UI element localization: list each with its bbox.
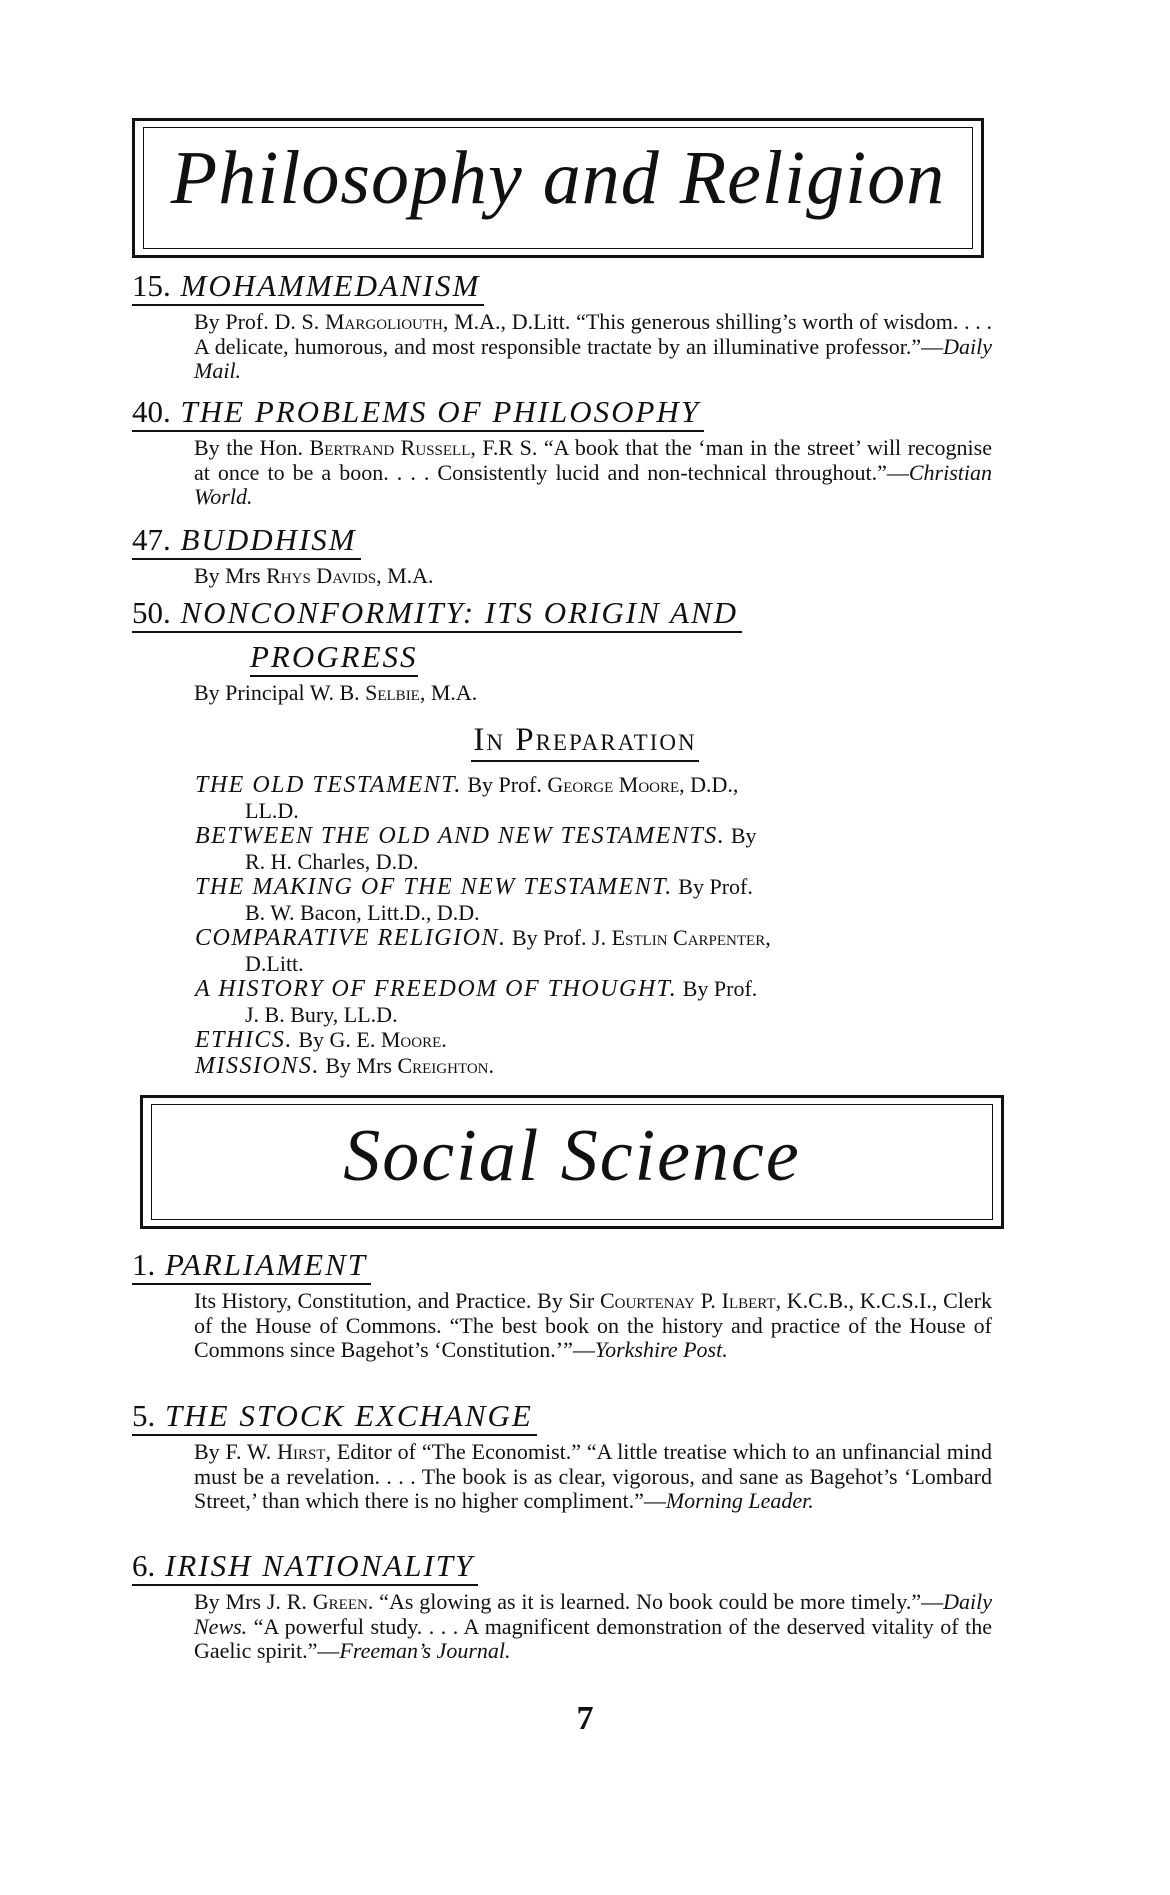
description-text: By Principal W. B. (194, 680, 366, 705)
description-text: By the Hon. (194, 435, 310, 460)
entry-description (194, 564, 992, 589)
entry-heading (132, 1247, 371, 1285)
preparation-author: George Moore (547, 772, 680, 797)
entry-description (194, 1289, 992, 1363)
description-text: By Mrs (194, 563, 267, 588)
in-preparation-label: In Preparation (471, 720, 698, 762)
preparation-author: Estlin Carpenter (611, 925, 766, 950)
entry-heading (132, 1398, 537, 1436)
entry-heading (132, 595, 742, 633)
preparation-by: By G. E. (298, 1027, 381, 1052)
review-source: Christian World. (194, 459, 992, 509)
preparation-title: A HISTORY OF FREEDOM OF THOUGHT. (195, 976, 678, 1002)
entry-number: 40. (132, 394, 171, 429)
entry-heading (132, 394, 704, 432)
author-name: Bertrand Russell (309, 435, 471, 460)
entry-number: 47. (132, 522, 171, 557)
entry-title: MOHAMMEDANISM (180, 268, 481, 303)
section-header-philosophy-religion (132, 118, 984, 258)
section-title: Social Science (343, 1115, 801, 1197)
entry-title: IRISH NATIONALITY (165, 1548, 475, 1583)
preparation-title: THE OLD TESTAMENT. (195, 772, 462, 798)
catalogue-entry (132, 522, 992, 589)
description-text: , M.A. (419, 680, 478, 705)
preparation-author-line: J. B. Bury, LL.D. (245, 1002, 398, 1027)
catalogue-entry (132, 1398, 992, 1514)
description-text: , M.A. (376, 563, 434, 588)
entry-title: PARLIAMENT (165, 1247, 367, 1282)
entry-number: 6. (132, 1548, 156, 1583)
entry-title: NONCONFORMITY: ITS ORIGIN AND (180, 595, 738, 630)
preparation-item (195, 976, 995, 1027)
preparation-by: By Prof. (678, 874, 753, 899)
author-name: Hirst (277, 1439, 326, 1464)
description-text: , M.A., D.Litt. “This generous shilling’s worth of wisdom. . . . A delicate, humorous, and most responsible tractate by an illuminative professor.”— (194, 309, 993, 359)
description-text: P. (694, 1288, 722, 1313)
entry-number: 1. (132, 1247, 156, 1282)
review-source: Morning Leader. (665, 1488, 814, 1513)
preparation-item (195, 1027, 995, 1053)
description-text: , Editor of “The Economist.” “A little treatise which to an unfinancial mind must be a revelation. . . . The book is as clear, vigorous, and sane as Bagehot’s ‘Lombard Street,’ than which there is no higher compliment.”— (194, 1439, 992, 1513)
preparation-author-line: D.Litt. (245, 951, 304, 976)
entry-heading (132, 268, 484, 306)
author-name: Green (312, 1589, 368, 1614)
entry-title: BUDDHISM (180, 522, 357, 557)
entry-heading (132, 522, 361, 560)
preparation-item (195, 925, 995, 976)
author-name: Ilbert (721, 1288, 776, 1313)
preparation-author: Moore (380, 1027, 442, 1052)
entry-description (194, 681, 992, 706)
review-source: Yorkshire Post. (594, 1337, 728, 1362)
preparation-credentials: , (765, 925, 771, 950)
entry-description (194, 1440, 992, 1514)
entry-number: 15. (132, 268, 171, 303)
catalogue-entry (132, 394, 992, 510)
catalogue-entry (132, 1247, 992, 1363)
catalogue-entry (132, 1548, 992, 1664)
preparation-credentials: . (441, 1027, 447, 1052)
in-preparation-heading (0, 720, 1170, 762)
preparation-author-line: B. W. Bacon, Litt.D., D.D. (245, 900, 480, 925)
author-name: Margoliouth (325, 309, 443, 334)
entry-description (194, 436, 992, 510)
section-header-social-science (140, 1095, 1004, 1229)
catalogue-entry (132, 268, 992, 384)
description-text: Its History, Constitution, and Practice. By Sir (194, 1288, 600, 1313)
entry-title: THE PROBLEMS OF PHILOSOPHY (180, 394, 701, 429)
preparation-title: THE MAKING OF THE NEW TESTAMENT. (195, 874, 673, 900)
description-text: By Mrs J. R. (194, 1589, 313, 1614)
preparation-item (195, 823, 995, 874)
preparation-title: ETHICS. (195, 1027, 293, 1053)
entry-description (194, 1590, 992, 1664)
review-source: Daily News. (194, 1589, 992, 1639)
description-text: “A powerful study. . . . A magnificent demonstration of the deserved vitality of the Gaelic spirit.”— (194, 1613, 992, 1663)
entry-description (194, 310, 992, 384)
description-text: . “As glowing as it is learned. No book could be more timely.”— (367, 1589, 944, 1614)
preparation-title: COMPARATIVE RELIGION. (195, 925, 507, 951)
preparation-credentials: . (488, 1053, 495, 1078)
preparation-title: BETWEEN THE OLD AND NEW TESTAMENTS. (195, 823, 726, 849)
preparation-item (195, 772, 995, 823)
preparation-by: By Mrs (325, 1053, 398, 1078)
author-name: Selbie (365, 680, 420, 705)
entry-heading (132, 1548, 478, 1586)
review-source: Freeman’s Journal. (339, 1638, 511, 1663)
preparation-by: By Prof. (682, 976, 758, 1001)
preparation-author-line: LL.D. (245, 798, 299, 823)
description-text: By F. W. (194, 1439, 278, 1464)
page-number: 7 (576, 1700, 594, 1737)
description-text: , F.R S. “A book that the ‘man in the street’ will recognise at once to be a boon. . . . Consistently lucid and non-technical throughout.”— (194, 435, 992, 485)
preparation-by: By Prof. (467, 772, 548, 797)
preparation-title: MISSIONS. (195, 1053, 320, 1079)
preparation-by: By Prof. J. (511, 925, 612, 950)
preparation-item (195, 874, 995, 925)
preparation-author-line: R. H. Charles, D.D. (245, 849, 419, 874)
entry-number: 5. (132, 1398, 156, 1433)
preparation-credentials: , D.D., (679, 772, 739, 797)
author-name: Courtenay (599, 1288, 695, 1313)
entry-title: THE STOCK EXCHANGE (165, 1398, 533, 1433)
entry-title-continued: PROGRESS (250, 639, 418, 677)
preparation-author: Creighton (397, 1053, 489, 1078)
review-source: Daily Mail. (194, 333, 992, 383)
author-name: Rhys Davids (266, 563, 377, 588)
description-text: , K.C.B., K.C.S.I., Clerk of the House of Commons. “The best book on the history and practice of the House of Commons since Bagehot’s ‘Constitution.’”— (194, 1288, 992, 1362)
entry-number: 50. (132, 595, 171, 630)
catalogue-entry (132, 595, 992, 706)
preparation-item (195, 1053, 995, 1079)
description-text: By Prof. D. S. (194, 309, 325, 334)
preparation-by: By (730, 823, 757, 848)
in-preparation-list (195, 772, 995, 1079)
section-title: Philosophy and Religion (170, 136, 946, 220)
